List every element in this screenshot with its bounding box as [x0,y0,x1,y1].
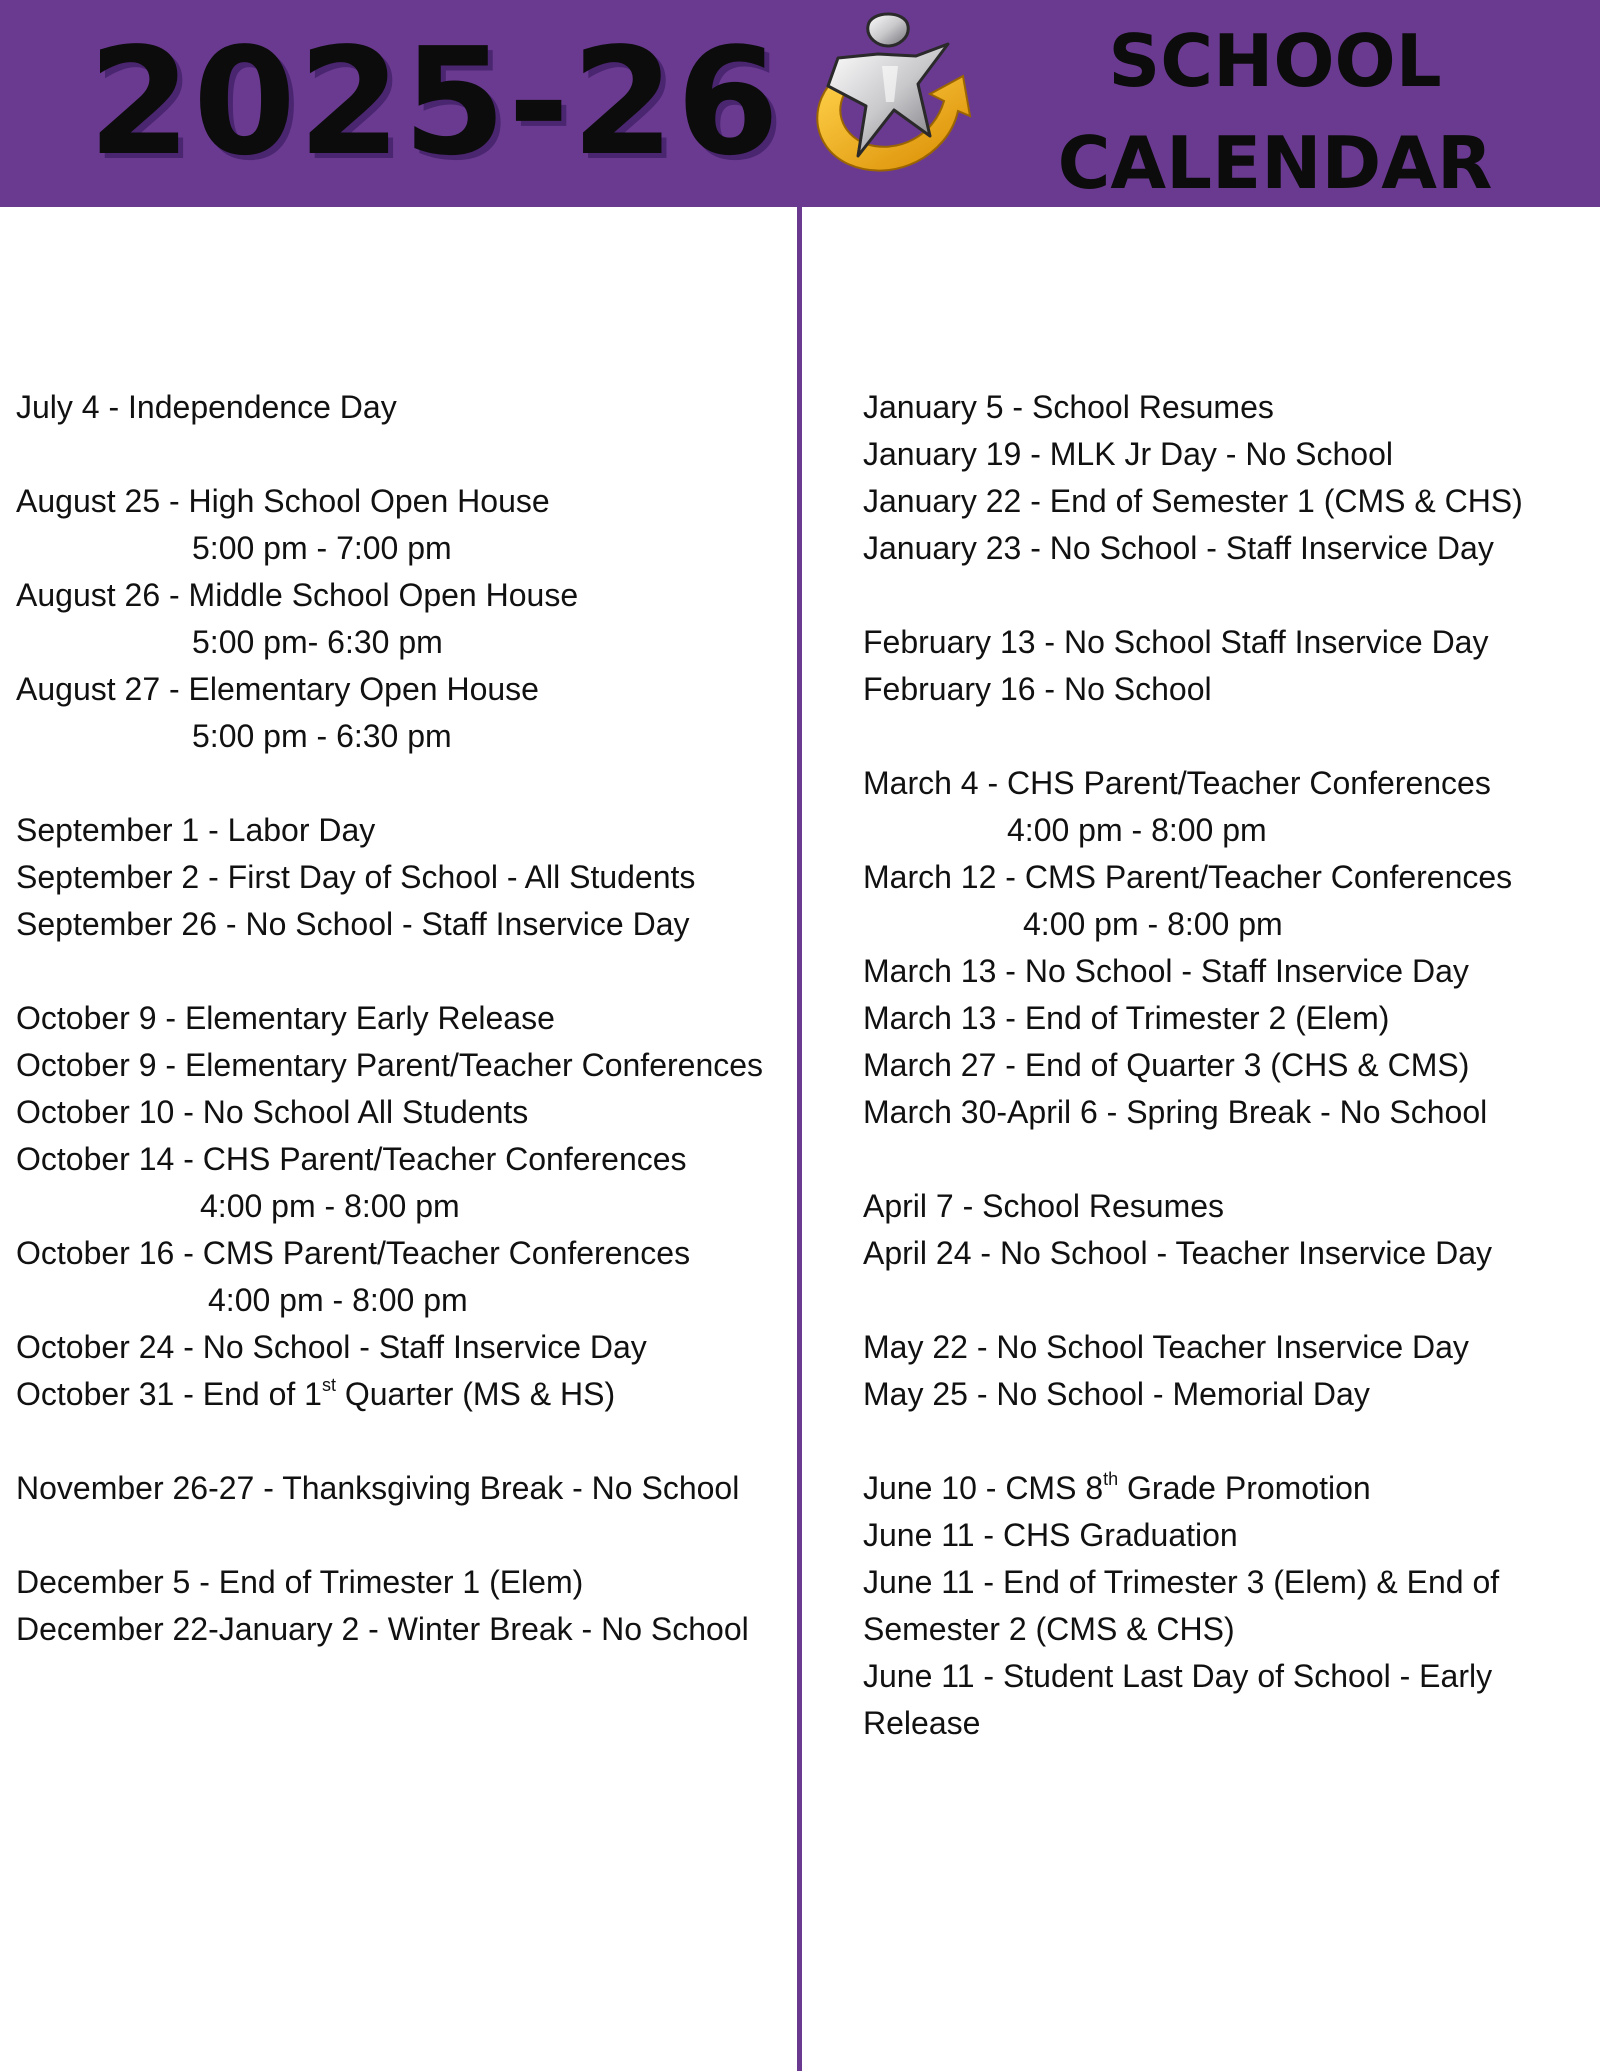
event-march-27: March 27 - End of Quarter 3 (CHS & CMS) [863,1047,1470,1083]
event-august-25-time: 5:00 pm - 7:00 pm [192,530,452,566]
title-line-calendar: CALENDAR [1057,121,1493,205]
event-march-4-time: 4:00 pm - 8:00 pm [1007,812,1267,848]
star-figure-swoosh-icon [798,6,974,192]
event-august-27: August 27 - Elementary Open House [16,671,539,707]
column-divider [797,207,802,2071]
event-september-26: September 26 - No School - Staff Inservice Day [16,906,690,942]
event-may-22: May 22 - No School Teacher Inservice Day [863,1329,1469,1365]
event-october-31 [16,1371,791,1418]
event-november-26-27: November 26-27 - Thanksgiving Break - No School [16,1470,740,1506]
event-january-5: January 5 - School Resumes [863,389,1274,425]
event-april-24: April 24 - No School - Teacher Inservice Day [863,1235,1493,1271]
event-march-30: March 30-April 6 - Spring Break - No School [863,1094,1488,1130]
event-january-23: January 23 - No School - Staff Inservice Day [863,530,1494,566]
ordinal-suffix: st [321,1375,336,1395]
event-october-9-conferences: October 9 - Elementary Parent/Teacher Conferences [16,1047,764,1083]
ordinal-suffix: th [1103,1469,1119,1489]
event-june-10-text: June 10 - CMS 8 [863,1470,1104,1506]
header-band [0,0,1600,207]
event-august-25: August 25 - High School Open House [16,483,550,519]
event-march-12-time: 4:00 pm - 8:00 pm [1023,906,1283,942]
event-june-11-last-day: June 11 - Student Last Day of School - Early Release [863,1658,1493,1741]
event-august-26: August 26 - Middle School Open House [16,577,579,613]
event-june-10-text-end: Grade Promotion [1118,1470,1371,1506]
event-january-22: January 22 - End of Semester 1 (CMS & CHS) [863,483,1523,519]
event-august-26-time: 5:00 pm- 6:30 pm [192,624,443,660]
right-column-events [863,384,1583,1747]
left-column-events [16,384,791,1653]
event-april-7: April 7 - School Resumes [863,1188,1225,1224]
event-october-24: October 24 - No School - Staff Inservice Day [16,1329,647,1365]
event-december-22: December 22-January 2 - Winter Break - No School [16,1611,749,1647]
event-march-13-inservice: March 13 - No School - Staff Inservice Day [863,953,1469,989]
event-october-16-time: 4:00 pm - 8:00 pm [208,1282,468,1318]
event-june-11-graduation: June 11 - CHS Graduation [863,1517,1238,1553]
title-line-school: SCHOOL [1108,19,1442,103]
event-october-10: October 10 - No School All Students [16,1094,529,1130]
event-september-1: September 1 - Labor Day [16,812,376,848]
event-october-31-text-end: Quarter (MS & HS) [335,1376,616,1412]
event-may-25: May 25 - No School - Memorial Day [863,1376,1370,1412]
event-january-19: January 19 - MLK Jr Day - No School [863,436,1393,472]
event-march-13-trimester: March 13 - End of Trimester 2 (Elem) [863,1000,1390,1036]
event-july-4: July 4 - Independence Day [16,389,397,425]
event-october-14-time: 4:00 pm - 8:00 pm [200,1188,460,1224]
event-march-12: March 12 - CMS Parent/Teacher Conferences [863,859,1513,895]
calendar-title [1040,10,1510,214]
event-october-16: October 16 - CMS Parent/Teacher Conferences [16,1235,691,1271]
event-february-16: February 16 - No School [863,671,1212,707]
event-october-31-text: October 31 - End of 1 [16,1376,322,1412]
event-february-13: February 13 - No School Staff Inservice Day [863,624,1489,660]
event-march-4: March 4 - CHS Parent/Teacher Conferences [863,765,1491,801]
event-october-14: October 14 - CHS Parent/Teacher Conferences [16,1141,687,1177]
event-september-2: September 2 - First Day of School - All Students [16,859,696,895]
event-october-9-release: October 9 - Elementary Early Release [16,1000,555,1036]
school-year-title: 2025-26 [88,16,782,188]
event-june-10 [863,1465,1583,1512]
event-june-11-trimester: June 11 - End of Trimester 3 (Elem) & End of Semester 2 (CMS & CHS) [863,1564,1500,1647]
event-august-27-time: 5:00 pm - 6:30 pm [192,718,452,754]
event-december-5: December 5 - End of Trimester 1 (Elem) [16,1564,584,1600]
